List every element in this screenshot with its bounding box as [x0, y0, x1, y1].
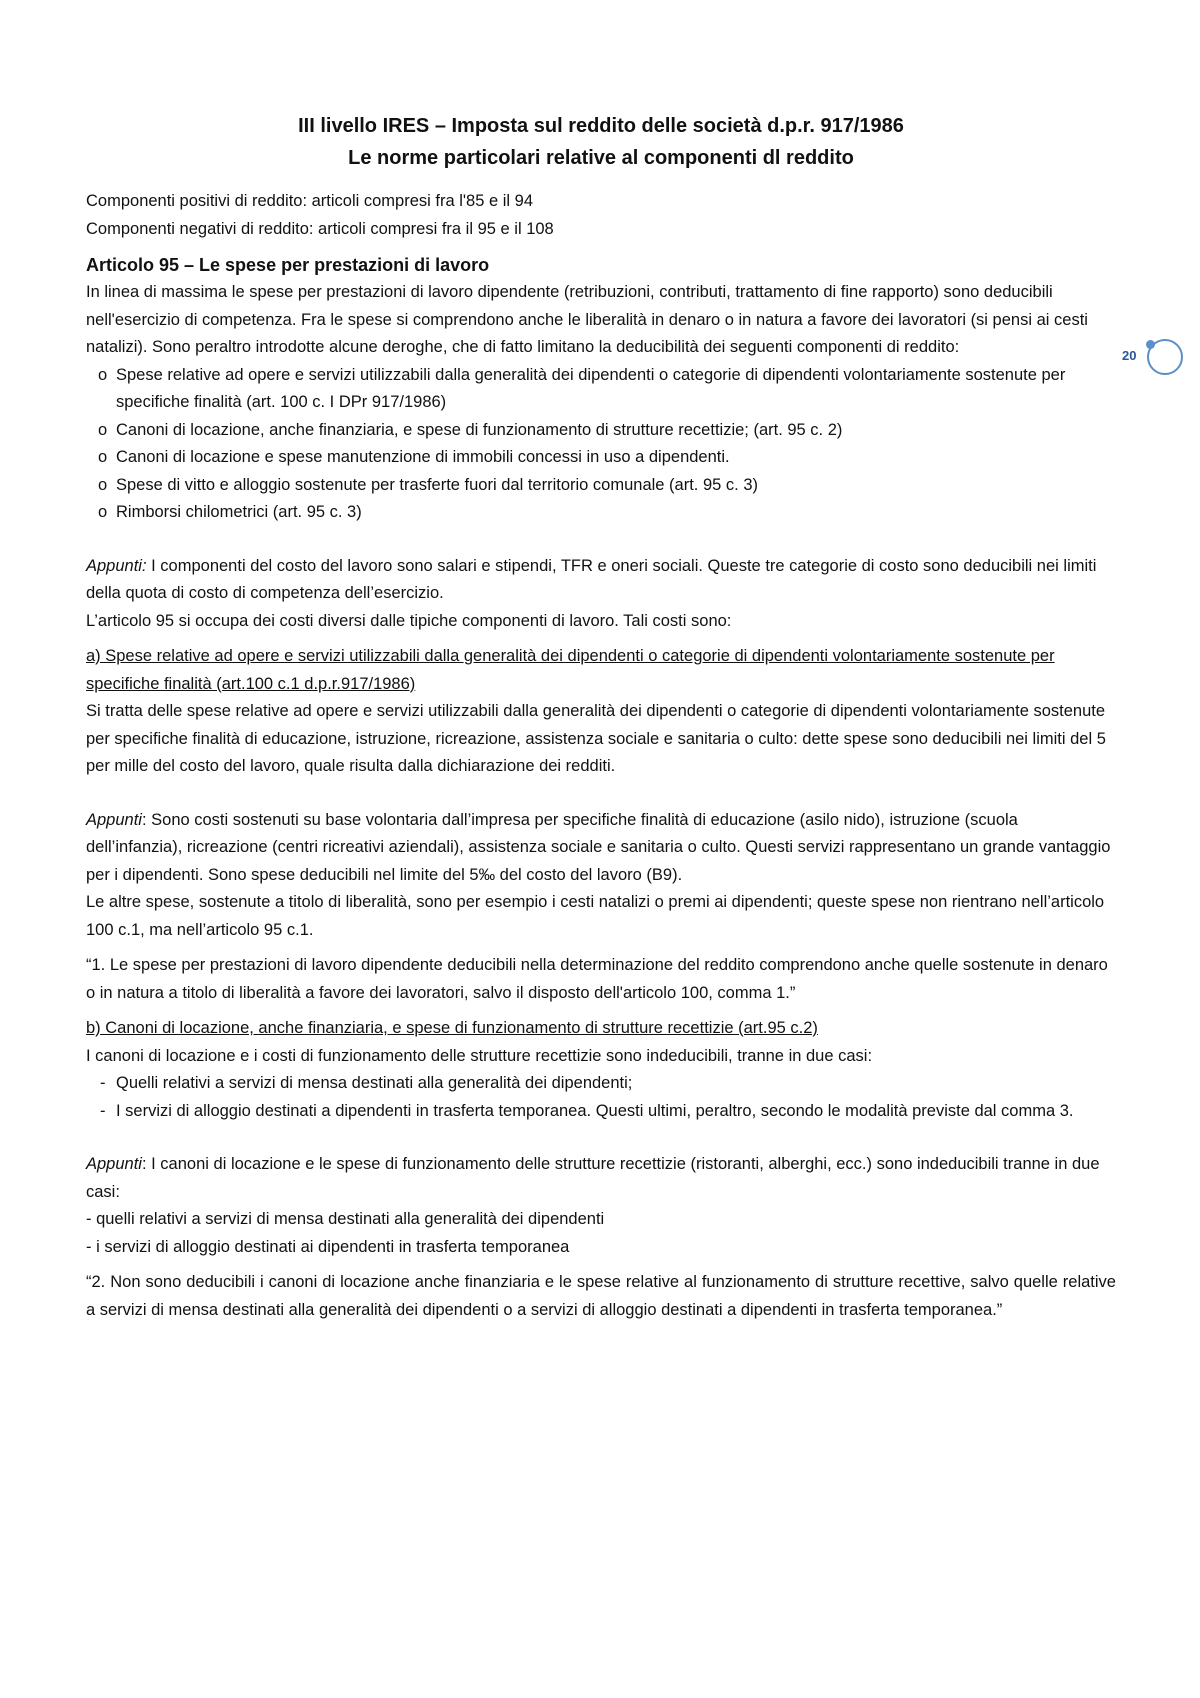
intro-positive: Componenti positivi di reddito: articoli compresi fra l'85 e il 94: [86, 192, 534, 210]
appunti-3-line3: - i servizi di alloggio destinati ai dipendenti in trasferta temporanea: [86, 1237, 570, 1256]
article-paragraph: In linea di massima le spese per prestazioni di lavoro dipendente (retribuzioni, contributi, trattamento di fine rapporto) sono deducibili nell'esercizio di competenza. Fra le spese si comprendono anche le liberalità in denaro o in natura a favore dei lavoratori (si pensi ai cesti natalizi). Sono peraltro introdotte alcune deroghe, che di fatto limitano la deducibilità dei seguenti componenti di reddito:: [86, 283, 1088, 356]
list-item: o Spese relative ad opere e servizi utilizzabili dalla generalità dei dipendenti o categorie di dipendenti volontariamente sostenute per specifiche finalità (art. 100 c. I DPr 917/1986): [86, 362, 1116, 417]
document-subtitle: Le norme particolari relative al componenti dl reddito: [348, 147, 854, 169]
list-item: o Canoni di locazione e spese manutenzione di immobili concessi in uso a dipendenti.: [86, 444, 1116, 472]
list-item: - Quelli relativi a servizi di mensa destinati alla generalità dei dipendenti;: [86, 1070, 1116, 1098]
list-item: o Rimborsi chilometrici (art. 95 c. 3): [86, 499, 1116, 527]
list-item: o Spese di vitto e alloggio sostenute per trasferte fuori dal territorio comunale (art. 95 c. 3): [86, 472, 1116, 500]
document-title: III livello IRES – Imposta sul reddito delle società d.p.r. 917/1986: [298, 115, 904, 137]
quote-1: “1. Le spese per prestazioni di lavoro dipendente deducibili nella determinazione del reddito comprendono anche quelle sostenute in denaro o in natura a titolo di liberalità a favore dei lavoratori, salvo il disposto dell'articolo 100, comma 1.”: [86, 956, 1108, 1002]
appunti-label: Appunti: [86, 810, 142, 829]
intro-negative: Componenti negativi di reddito: articoli compresi fra il 95 e il 108: [86, 219, 554, 238]
section-b-heading: b) Canoni di locazione, anche finanziaria, e spese di funzionamento di strutture recettizie (art.95 c.2): [86, 1019, 818, 1037]
appunti-3-line2: - quelli relativi a servizi di mensa destinati alla generalità dei dipendenti: [86, 1210, 605, 1228]
section-b-text: I canoni di locazione e i costi di funzionamento delle strutture recettizie sono indeducibili, tranne in due casi:: [86, 1046, 873, 1065]
appunti-2-text: : Sono costi sostenuti su base volontaria dall’impresa per specifiche finalità di educazione (asilo nido), istruzione (scuola dell’infanzia), ricreazione (centri ricreativi aziendali), assistenza sociale e sanitaria o culto. Questi servizi rappresentano un grande vantaggio per i dipendenti. Sono spese deducibili nel limite del 5‰ del costo del lavoro (B9).: [86, 810, 1111, 884]
appunti-3-text: : I canoni di locazione e le spese di funzionamento delle strutture recettizie (ristoranti, alberghi, ecc.) sono indeducibili tranne in due casi:: [86, 1155, 1100, 1201]
article-heading: Articolo 95 – Le spese per prestazioni di lavoro: [86, 255, 490, 275]
appunti-label: Appunti:: [86, 556, 147, 575]
section-b-list: [86, 1070, 1116, 1125]
appunti-1-text: I componenti del costo del lavoro sono salari e stipendi, TFR e oneri sociali. Queste tre categorie di costo sono deducibili nei limiti della quota di costo di competenza dell’esercizio.: [86, 556, 1097, 602]
list-item: - I servizi di alloggio destinati a dipendenti in trasferta temporanea. Questi ultimi, peraltro, secondo le modalità previste dal comma 3.: [86, 1098, 1116, 1126]
document-body: [86, 110, 1116, 1324]
page-marker-dot: [1146, 340, 1155, 349]
appunti-1-line2: L’articolo 95 si occupa dei costi diversi dalle tipiche componenti di lavoro. Tali costi sono:: [86, 611, 732, 630]
appunti-3: [86, 1151, 1116, 1206]
page-number: 20: [1122, 348, 1137, 363]
appunti-label: Appunti: [86, 1155, 142, 1173]
article-list: [86, 362, 1116, 527]
appunti-2-line2: Le altre spese, sostenute a titolo di liberalità, sono per esempio i cesti natalizi o premi ai dipendenti; queste spese non rientrano nell’articolo 100 c.1, ma nell’articolo 95 c.1.: [86, 893, 1105, 939]
appunti-2: [86, 807, 1116, 890]
section-a-text: Si tratta delle spese relative ad opere e servizi utilizzabili dalla generalità dei dipendenti o categorie di dipendenti volontariamente sostenute per specifiche finalità di educazione, istruzione, ricreazione, assistenza sociale e sanitaria o culto: dette spese sono deducibili nei limiti del 5 per mille del costo del lavoro, quale risulta dalla dichiarazione dei redditi.: [86, 702, 1106, 775]
appunti-1: [86, 553, 1116, 608]
section-a-heading: a) Spese relative ad opere e servizi utilizzabili dalla generalità dei dipendenti o categorie di dipendenti volontariamente sostenute per specifiche finalità (art.100 c.1 d.p.r.917/1986): [86, 647, 1055, 693]
list-item: o Canoni di locazione, anche finanziaria, e spese di funzionamento di strutture recettizie; (art. 95 c. 2): [86, 417, 1116, 445]
quote-2: “2. Non sono deducibili i canoni di locazione anche finanziaria e le spese relative al funzionamento di strutture recettive, salvo quelle relative a servizi di mensa destinati alla generalità dei dipendenti o a servizi di alloggio destinati a dipendenti in trasferta temporanea.”: [86, 1273, 1116, 1319]
